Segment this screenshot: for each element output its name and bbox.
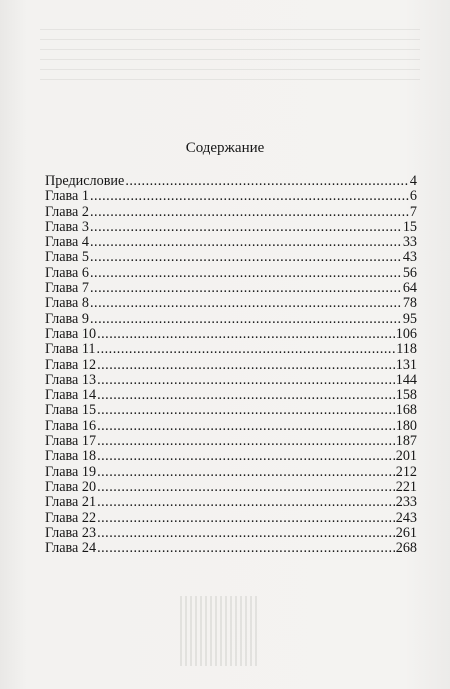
toc-entry-page-number: 243	[395, 509, 417, 526]
table-of-contents	[45, 174, 417, 556]
toc-entry-label: Глава 6	[45, 264, 89, 281]
toc-entry-label: Глава 11	[45, 341, 96, 358]
toc-entry-label: Глава 7	[45, 280, 89, 297]
toc-entry-label: Глава 5	[45, 249, 89, 266]
toc-entry-page-number: 43	[402, 249, 417, 266]
toc-entry-label: Предисловие	[45, 173, 125, 189]
toc-entry	[45, 174, 417, 189]
toc-entry	[45, 358, 417, 373]
bleed-through-text	[150, 44, 153, 56]
toc-entry	[45, 465, 417, 480]
toc-entry-page-number: 64	[402, 280, 417, 297]
toc-entry	[45, 495, 417, 510]
toc-entry-label: Глава 23	[45, 524, 97, 541]
toc-leader-dots	[97, 327, 395, 342]
toc-leader-dots	[97, 434, 395, 449]
toc-leader-dots	[90, 312, 402, 327]
toc-entry	[45, 250, 417, 265]
toc-entry	[45, 373, 417, 388]
toc-entry-page-number: 168	[395, 402, 417, 419]
toc-entry-page-number: 118	[396, 341, 417, 358]
toc-entry-page-number: 4	[409, 173, 417, 189]
toc-entry	[45, 189, 417, 204]
toc-leader-dots	[90, 296, 402, 311]
toc-entry-label: Глава 13	[45, 371, 97, 388]
toc-entry-page-number: 212	[395, 463, 417, 480]
toc-leader-dots	[90, 235, 402, 250]
toc-leader-dots	[97, 495, 395, 510]
toc-leader-dots	[97, 465, 395, 480]
toc-leader-dots	[97, 419, 395, 434]
toc-leader-dots	[97, 541, 395, 556]
toc-leader-dots	[97, 403, 395, 418]
toc-entry-label: Глава 20	[45, 478, 97, 495]
toc-entry-page-number: 6	[409, 188, 417, 205]
toc-entry-page-number: 201	[395, 448, 417, 465]
toc-entry-page-number: 180	[395, 417, 417, 434]
toc-entry	[45, 434, 417, 449]
toc-entry	[45, 419, 417, 434]
toc-entry-page-number: 268	[395, 540, 417, 557]
toc-entry	[45, 312, 417, 327]
toc-leader-dots	[90, 220, 402, 235]
toc-entry-label: Глава 8	[45, 295, 89, 312]
toc-entry-label: Глава 24	[45, 540, 97, 557]
toc-entry	[45, 296, 417, 311]
toc-entry-page-number: 221	[395, 478, 417, 495]
toc-entry-page-number: 106	[395, 325, 417, 342]
toc-entry	[45, 281, 417, 296]
toc-entry-label: Глава 18	[45, 448, 97, 465]
toc-entry-label: Глава 19	[45, 463, 97, 480]
toc-entry	[45, 480, 417, 495]
toc-entry-page-number: 158	[395, 387, 417, 404]
toc-entry-label: Глава 14	[45, 387, 97, 404]
toc-entry	[45, 235, 417, 250]
toc-entry-label: Глава 17	[45, 433, 97, 450]
toc-entry	[45, 388, 417, 403]
toc-entry-page-number: 7	[409, 203, 417, 220]
toc-entry	[45, 403, 417, 418]
toc-entry-label: Глава 21	[45, 494, 97, 511]
toc-leader-dots	[97, 373, 395, 388]
toc-entry-label: Глава 10	[45, 325, 97, 342]
toc-leader-dots	[97, 480, 395, 495]
toc-entry-label: Глава 9	[45, 310, 89, 327]
toc-leader-dots	[90, 266, 402, 281]
bleed-through-lines	[40, 20, 420, 80]
toc-leader-dots	[90, 189, 409, 204]
toc-entry	[45, 449, 417, 464]
toc-entry	[45, 541, 417, 556]
toc-entry-page-number: 78	[402, 295, 417, 312]
toc-entry-page-number: 33	[402, 234, 417, 251]
toc-leader-dots	[97, 526, 395, 541]
toc-leader-dots	[97, 342, 396, 357]
toc-leader-dots	[97, 449, 395, 464]
toc-leader-dots	[90, 205, 409, 220]
toc-entry-page-number: 261	[395, 524, 417, 541]
toc-entry-page-number: 15	[402, 218, 417, 235]
toc-entry-label: Глава 12	[45, 356, 97, 373]
toc-entry-page-number: 144	[395, 371, 417, 388]
toc-entry	[45, 266, 417, 281]
page-title: Содержание	[185, 140, 265, 156]
toc-leader-dots	[97, 388, 395, 403]
toc-entry	[45, 205, 417, 220]
toc-entry-page-number: 187	[395, 433, 417, 450]
toc-entry	[45, 342, 417, 357]
toc-entry-label: Глава 15	[45, 402, 97, 419]
toc-entry-label: Глава 2	[45, 203, 89, 220]
toc-entry-page-number: 95	[402, 310, 417, 327]
toc-leader-dots	[90, 281, 402, 296]
toc-entry-label: Глава 3	[45, 218, 89, 235]
toc-entry	[45, 327, 417, 342]
toc-entry	[45, 526, 417, 541]
toc-entry	[45, 220, 417, 235]
toc-leader-dots	[90, 250, 402, 265]
toc-entry-label: Глава 1	[45, 188, 89, 205]
toc-entry-page-number: 131	[395, 356, 417, 373]
toc-entry-label: Глава 4	[45, 234, 89, 251]
bleed-through-barcode	[180, 596, 260, 666]
toc-entry	[45, 511, 417, 526]
toc-leader-dots	[97, 358, 395, 373]
toc-entry-label: Глава 22	[45, 509, 97, 526]
toc-entry-label: Глава 16	[45, 417, 97, 434]
toc-leader-dots	[125, 174, 409, 189]
toc-leader-dots	[97, 511, 395, 526]
toc-entry-page-number: 233	[395, 494, 417, 511]
toc-entry-page-number: 56	[402, 264, 417, 281]
